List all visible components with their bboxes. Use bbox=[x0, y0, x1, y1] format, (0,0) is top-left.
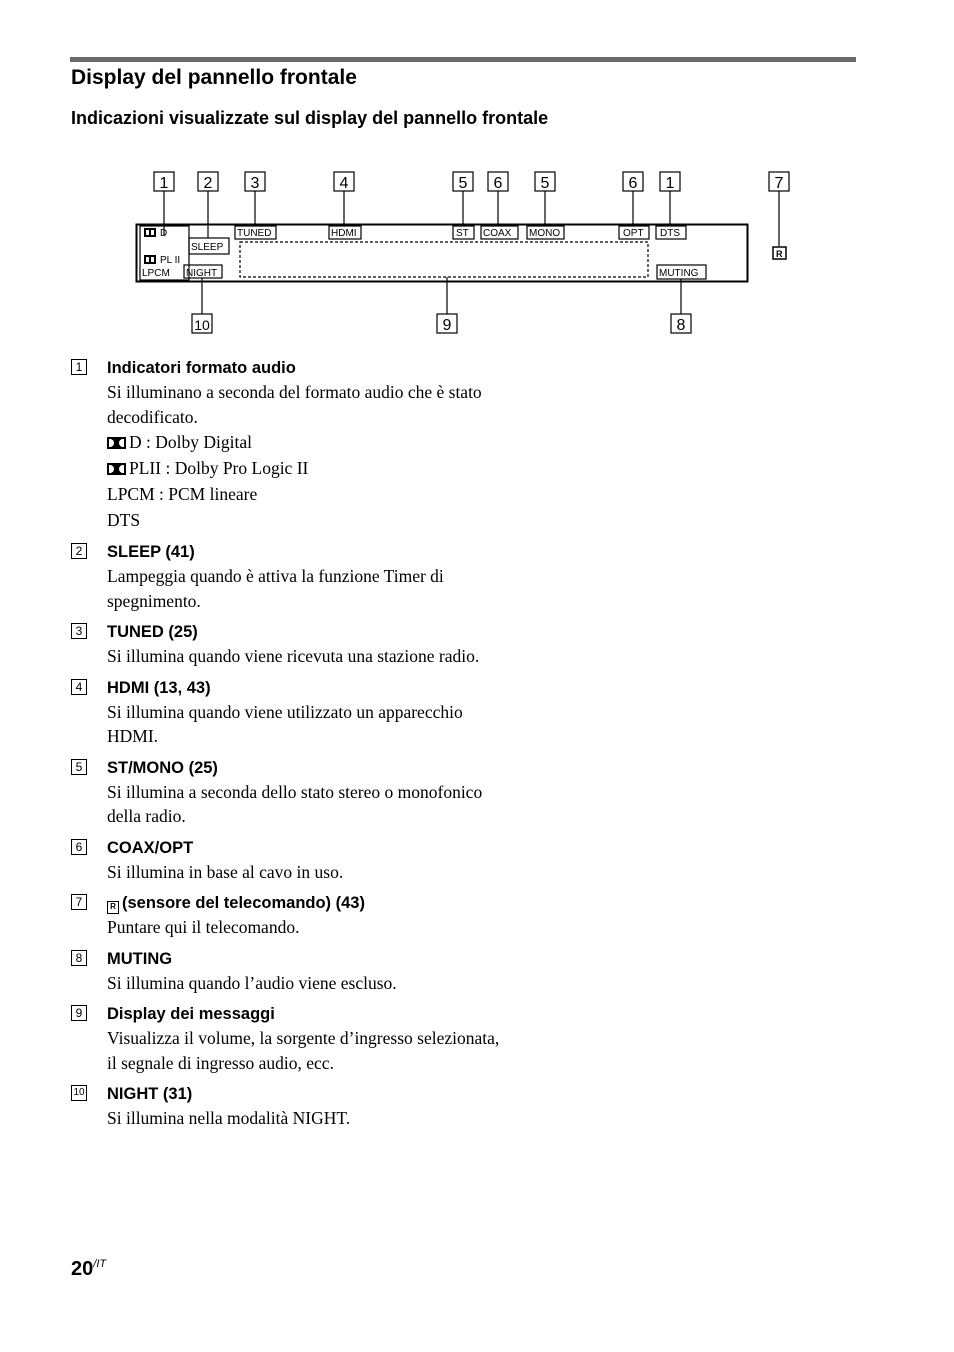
item-title: R (sensore del telecomando) (43) bbox=[107, 891, 511, 915]
item-description: Si illumina quando viene ricevuta una stazione radio. bbox=[107, 646, 480, 666]
format-lpcm: LPCM : PCM lineare bbox=[107, 484, 258, 504]
list-item bbox=[71, 947, 511, 996]
list-item bbox=[71, 1082, 511, 1131]
item-number: 7 bbox=[71, 894, 87, 910]
list-item bbox=[71, 676, 511, 749]
format-dts: DTS bbox=[107, 510, 141, 530]
dolby-icon bbox=[107, 437, 126, 449]
callout-1: 1 bbox=[159, 175, 169, 192]
item-title: Display dei messaggi bbox=[107, 1005, 275, 1023]
list-item bbox=[71, 836, 511, 885]
item-description: Si illumina quando viene utilizzato un apparecchio HDMI. bbox=[107, 701, 463, 746]
item-description: Si illuminano a seconda del formato audio che è stato decodificato. bbox=[107, 382, 482, 427]
item-number: 6 bbox=[71, 839, 87, 855]
format-dolby-pl2: PLII : Dolby Pro Logic II bbox=[107, 455, 511, 481]
item-title: MUTING bbox=[107, 949, 173, 968]
item-title: NIGHT (31) bbox=[107, 1085, 193, 1103]
item-description: Si illumina quando l’audio viene escluso. bbox=[107, 972, 397, 993]
list-item bbox=[71, 756, 511, 829]
dts-label: DTS bbox=[660, 228, 680, 239]
item-description: Si illumina nella modalità NIGHT. bbox=[107, 1108, 351, 1128]
st-label: ST bbox=[456, 228, 469, 239]
list-item bbox=[71, 891, 511, 940]
item-description: Si illumina in base al cavo in uso. bbox=[107, 861, 344, 882]
callout-9: 9 bbox=[442, 317, 452, 334]
subsection-title: Indicazioni visualizzate sul display del pannello frontale bbox=[71, 108, 549, 128]
section-title: Display del pannello frontale bbox=[71, 66, 357, 89]
callout-6: 6 bbox=[493, 175, 503, 192]
front-panel-display-diagram bbox=[0, 160, 954, 350]
coax-label: COAX bbox=[483, 228, 512, 239]
remote-sensor-icon: R bbox=[107, 901, 119, 914]
sensor-label: R bbox=[776, 249, 783, 259]
list-item bbox=[71, 620, 511, 669]
format-dolby-digital: D : Dolby Digital bbox=[107, 429, 511, 455]
callout-3: 3 bbox=[250, 175, 260, 192]
indicator-list bbox=[71, 356, 511, 1138]
item-title: ST/MONO (25) bbox=[107, 758, 218, 777]
callout-5b: 5 bbox=[540, 175, 550, 192]
night-label: NIGHT bbox=[186, 268, 218, 279]
list-item bbox=[71, 356, 511, 533]
item-title: Indicatori formato audio bbox=[107, 359, 296, 377]
item-title: SLEEP (41) bbox=[107, 543, 195, 561]
item-title: HDMI (13, 43) bbox=[107, 678, 211, 697]
item-number: 9 bbox=[71, 1005, 87, 1021]
page-number: $20^{/IT}$ bbox=[71, 1258, 107, 1280]
callout-10: 10 bbox=[194, 317, 210, 333]
mono-label: MONO bbox=[529, 228, 561, 239]
item-number: 10 bbox=[71, 1085, 87, 1101]
muting-label: MUTING bbox=[659, 268, 699, 279]
callout-5: 5 bbox=[458, 175, 468, 192]
hdmi-label: HDMI bbox=[331, 228, 357, 239]
item-number: 5 bbox=[71, 759, 87, 775]
opt-label: OPT bbox=[623, 228, 644, 239]
item-number: 4 bbox=[71, 679, 87, 695]
item-title: COAX/OPT bbox=[107, 838, 194, 857]
item-number: 1 bbox=[71, 359, 87, 375]
section-rule bbox=[70, 57, 856, 62]
callout-8: 8 bbox=[676, 317, 686, 334]
item-description: Visualizza il volume, la sorgente d’ingresso selezionata, il segnale di ingresso audio, ecc. bbox=[107, 1028, 500, 1073]
callout-4: 4 bbox=[339, 175, 349, 192]
sleep-label: SLEEP bbox=[191, 242, 224, 253]
item-number: 3 bbox=[71, 623, 87, 639]
message-area bbox=[240, 242, 648, 277]
item-description: Puntare qui il telecomando. bbox=[107, 917, 300, 937]
item-title: TUNED (25) bbox=[107, 623, 198, 641]
item-description: Si illumina a seconda dello stato stereo o monofonico della radio. bbox=[107, 781, 483, 826]
callout-1b: 1 bbox=[665, 175, 675, 192]
lpcm-label: LPCM bbox=[142, 268, 170, 279]
list-item bbox=[71, 540, 511, 613]
callout-7: 7 bbox=[774, 175, 784, 192]
item-number: 2 bbox=[71, 543, 87, 559]
tuned-label: TUNED bbox=[237, 228, 272, 239]
item-number: 8 bbox=[71, 950, 87, 966]
list-item bbox=[71, 1002, 511, 1075]
dolby-d-label: D bbox=[160, 228, 168, 239]
item-description: Lampeggia quando è attiva la funzione Timer di spegnimento. bbox=[107, 566, 444, 611]
callout-6b: 6 bbox=[628, 175, 638, 192]
callout-2: 2 bbox=[203, 175, 213, 192]
dolby-pl-label: PL II bbox=[160, 255, 181, 266]
dolby-icon bbox=[107, 463, 126, 475]
